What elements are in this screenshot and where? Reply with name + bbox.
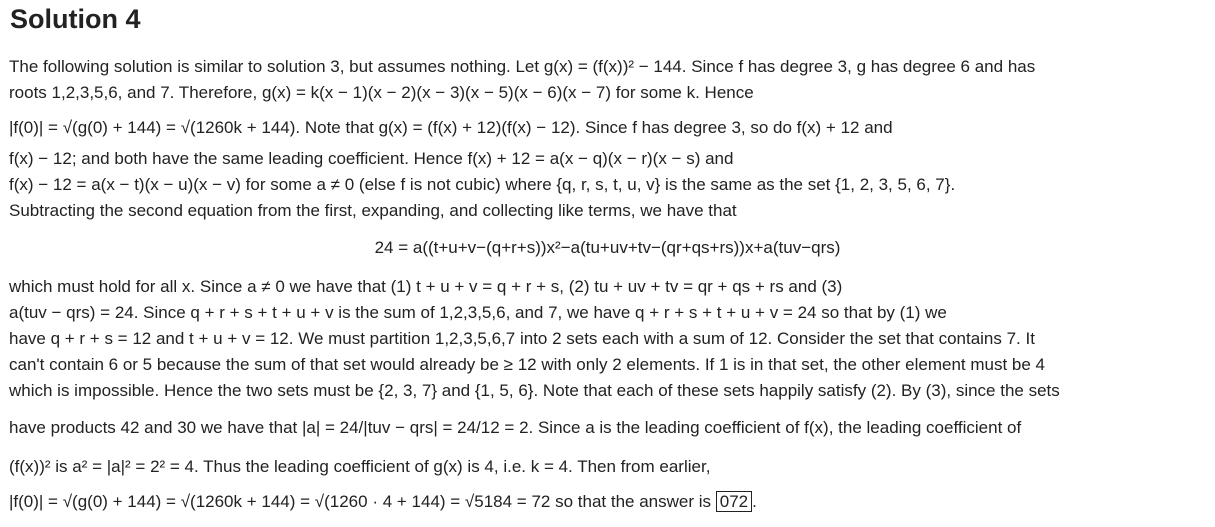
text-line-1: The following solution is similar to solution 3, but assumes nothing. Let g(x) = (f(x))² − 144. Since f has degree 3, g has degree 6 and has bbox=[9, 57, 1036, 76]
answer-box: 072 bbox=[716, 491, 752, 512]
text-line-2: roots 1,2,3,5,6, and 7. Therefore, g(x) = k(x − 1)(x − 2)(x − 3)(x − 5)(x − 6)(x − 7) for some k. Hence bbox=[9, 83, 754, 102]
final-line-text: |f(0)| = √(g(0) + 144) = √(1260k + 144) = √(1260 · 4 + 144) = √5184 = 72 so that the answer is bbox=[9, 492, 711, 511]
solution-heading: Solution 4 bbox=[10, 4, 141, 34]
text-line-14 bbox=[9, 492, 757, 512]
text-line-13: (f(x))² is a² = |a|² = 2² = 4. Thus the leading coefficient of g(x) is 4, i.e. k = 4. Then from earlier, bbox=[9, 457, 711, 476]
text-line-5: f(x) − 12 = a(x − t)(x − u)(x − v) for some a ≠ 0 (else f is not cubic) where {q, r, s, t, u, v} is the same as the set {1, 2, 3, 5, 6, 7}. bbox=[9, 175, 956, 194]
text-line-12: have products 42 and 30 we have that |a| = 24/|tuv − qrs| = 24/12 = 2. Since a is the leading coefficient of f(x), the leading coefficient of bbox=[9, 418, 1022, 437]
text-line-6: Subtracting the second equation from the first, expanding, and collecting like terms, we have that bbox=[9, 201, 737, 220]
text-line-8: a(tuv − qrs) = 24. Since q + r + s + t + u + v is the sum of 1,2,3,5,6, and 7, we have q + r + s + t + u + v = 24 so that by (1) we bbox=[9, 303, 947, 322]
text-line-7: which must hold for all x. Since a ≠ 0 we have that (1) t + u + v = q + r + s, (2) tu + uv + tv = qr + qs + rs and (3) bbox=[9, 277, 843, 296]
text-line-3: |f(0)| = √(g(0) + 144) = √(1260k + 144). Note that g(x) = (f(x) + 12)(f(x) − 12). Since f has degree 3, so do f(x) + 12 and bbox=[9, 118, 893, 137]
final-period: . bbox=[752, 492, 757, 511]
display-equation: 24 = a((t+u+v−(q+r+s))x²−a(tu+uv+tv−(qr+qs+rs))x+a(tuv−qrs) bbox=[374, 238, 841, 257]
text-line-11: which is impossible. Hence the two sets must be {2, 3, 7} and {1, 5, 6}. Note that each of these sets happily satisfy (2). By (3), since the sets bbox=[9, 381, 1060, 400]
text-line-9: have q + r + s = 12 and t + u + v = 12. We must partition 1,2,3,5,6,7 into 2 sets each with a sum of 12. Consider the set that contains 7. It bbox=[9, 329, 1035, 348]
text-line-10: can't contain 6 or 5 because the sum of that set would already be ≥ 12 with only 2 elements. If 1 is in that set, the other element must be 4 bbox=[9, 355, 1045, 374]
text-line-4: f(x) − 12; and both have the same leading coefficient. Hence f(x) + 12 = a(x − q)(x − r)(x − s) and bbox=[9, 149, 734, 168]
